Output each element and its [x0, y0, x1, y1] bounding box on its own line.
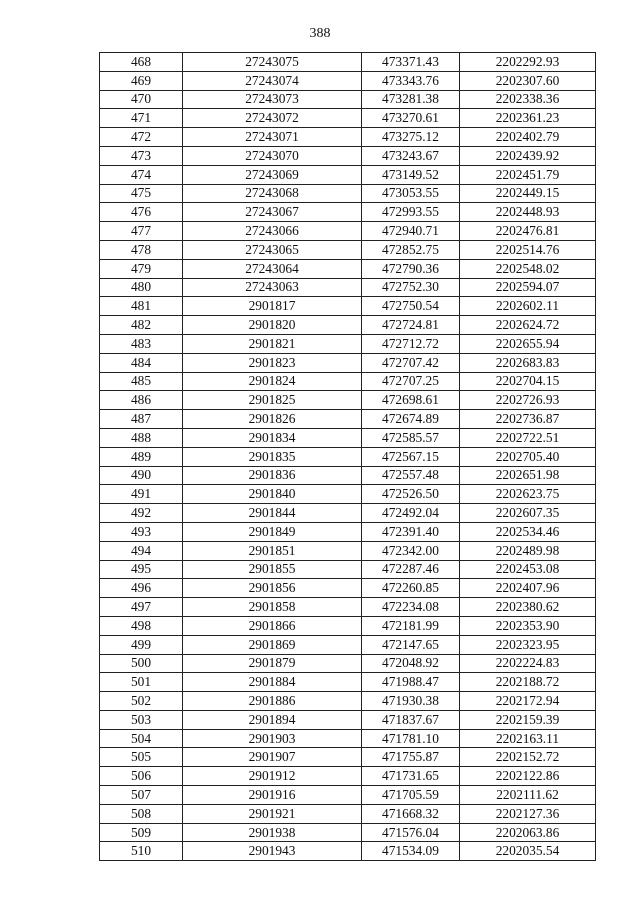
row-index-cell: 471 — [100, 109, 183, 128]
table-row — [100, 842, 596, 861]
point-id-cell: 2901823 — [183, 353, 362, 372]
y-coordinate-cell: 2202623.75 — [460, 485, 596, 504]
row-index-cell: 481 — [100, 297, 183, 316]
table-row — [100, 579, 596, 598]
row-index-cell: 490 — [100, 466, 183, 485]
point-id-cell: 2901886 — [183, 692, 362, 711]
x-coordinate-cell: 471781.10 — [362, 729, 460, 748]
x-coordinate-cell: 471731.65 — [362, 767, 460, 786]
point-id-cell: 27243074 — [183, 71, 362, 90]
table-row — [100, 466, 596, 485]
y-coordinate-cell: 2202607.35 — [460, 504, 596, 523]
coordinates-table — [99, 52, 596, 861]
point-id-cell: 2901820 — [183, 316, 362, 335]
y-coordinate-cell: 2202602.11 — [460, 297, 596, 316]
point-id-cell: 27243068 — [183, 184, 362, 203]
y-coordinate-cell: 2202453.08 — [460, 560, 596, 579]
y-coordinate-cell: 2202439.92 — [460, 146, 596, 165]
x-coordinate-cell: 472234.08 — [362, 598, 460, 617]
row-index-cell: 504 — [100, 729, 183, 748]
row-index-cell: 508 — [100, 804, 183, 823]
row-index-cell: 487 — [100, 410, 183, 429]
x-coordinate-cell: 472147.65 — [362, 635, 460, 654]
table-row — [100, 616, 596, 635]
row-index-cell: 469 — [100, 71, 183, 90]
x-coordinate-cell: 472048.92 — [362, 654, 460, 673]
point-id-cell: 2901840 — [183, 485, 362, 504]
point-id-cell: 2901849 — [183, 522, 362, 541]
row-index-cell: 499 — [100, 635, 183, 654]
table-row — [100, 53, 596, 72]
table-row — [100, 560, 596, 579]
row-index-cell: 470 — [100, 90, 183, 109]
table-row — [100, 804, 596, 823]
x-coordinate-cell: 473281.38 — [362, 90, 460, 109]
table-row — [100, 240, 596, 259]
y-coordinate-cell: 2202035.54 — [460, 842, 596, 861]
point-id-cell: 27243072 — [183, 109, 362, 128]
y-coordinate-cell: 2202534.46 — [460, 522, 596, 541]
table-row — [100, 710, 596, 729]
y-coordinate-cell: 2202111.62 — [460, 786, 596, 805]
x-coordinate-cell: 473371.43 — [362, 53, 460, 72]
point-id-cell: 27243070 — [183, 146, 362, 165]
point-id-cell: 27243063 — [183, 278, 362, 297]
x-coordinate-cell: 472526.50 — [362, 485, 460, 504]
y-coordinate-cell: 2202651.98 — [460, 466, 596, 485]
point-id-cell: 27243069 — [183, 165, 362, 184]
x-coordinate-cell: 471668.32 — [362, 804, 460, 823]
point-id-cell: 2901903 — [183, 729, 362, 748]
table-row — [100, 90, 596, 109]
point-id-cell: 2901834 — [183, 428, 362, 447]
table-body — [100, 53, 596, 861]
row-index-cell: 485 — [100, 372, 183, 391]
x-coordinate-cell: 472342.00 — [362, 541, 460, 560]
row-index-cell: 488 — [100, 428, 183, 447]
table-row — [100, 278, 596, 297]
x-coordinate-cell: 472287.46 — [362, 560, 460, 579]
x-coordinate-cell: 471755.87 — [362, 748, 460, 767]
y-coordinate-cell: 2202407.96 — [460, 579, 596, 598]
x-coordinate-cell: 472492.04 — [362, 504, 460, 523]
row-index-cell: 502 — [100, 692, 183, 711]
x-coordinate-cell: 471988.47 — [362, 673, 460, 692]
row-index-cell: 468 — [100, 53, 183, 72]
x-coordinate-cell: 472585.57 — [362, 428, 460, 447]
y-coordinate-cell: 2202127.36 — [460, 804, 596, 823]
point-id-cell: 2901943 — [183, 842, 362, 861]
table-row — [100, 353, 596, 372]
row-index-cell: 491 — [100, 485, 183, 504]
x-coordinate-cell: 472852.75 — [362, 240, 460, 259]
x-coordinate-cell: 472260.85 — [362, 579, 460, 598]
point-id-cell: 27243065 — [183, 240, 362, 259]
y-coordinate-cell: 2202172.94 — [460, 692, 596, 711]
table-row — [100, 541, 596, 560]
x-coordinate-cell: 472707.25 — [362, 372, 460, 391]
row-index-cell: 480 — [100, 278, 183, 297]
row-index-cell: 493 — [100, 522, 183, 541]
row-index-cell: 474 — [100, 165, 183, 184]
table-row — [100, 767, 596, 786]
point-id-cell: 2901912 — [183, 767, 362, 786]
table-row — [100, 109, 596, 128]
x-coordinate-cell: 472724.81 — [362, 316, 460, 335]
y-coordinate-cell: 2202655.94 — [460, 334, 596, 353]
x-coordinate-cell: 473243.67 — [362, 146, 460, 165]
y-coordinate-cell: 2202163.11 — [460, 729, 596, 748]
y-coordinate-cell: 2202449.15 — [460, 184, 596, 203]
y-coordinate-cell: 2202307.60 — [460, 71, 596, 90]
x-coordinate-cell: 473343.76 — [362, 71, 460, 90]
point-id-cell: 2901855 — [183, 560, 362, 579]
row-index-cell: 483 — [100, 334, 183, 353]
x-coordinate-cell: 471576.04 — [362, 823, 460, 842]
row-index-cell: 507 — [100, 786, 183, 805]
table-row — [100, 485, 596, 504]
table-row — [100, 71, 596, 90]
x-coordinate-cell: 472790.36 — [362, 259, 460, 278]
table-row — [100, 372, 596, 391]
table-row — [100, 522, 596, 541]
x-coordinate-cell: 472698.61 — [362, 391, 460, 410]
y-coordinate-cell: 2202683.83 — [460, 353, 596, 372]
x-coordinate-cell: 472752.30 — [362, 278, 460, 297]
row-index-cell: 503 — [100, 710, 183, 729]
y-coordinate-cell: 2202705.40 — [460, 447, 596, 466]
table-row — [100, 203, 596, 222]
y-coordinate-cell: 2202152.72 — [460, 748, 596, 767]
x-coordinate-cell: 472707.42 — [362, 353, 460, 372]
row-index-cell: 506 — [100, 767, 183, 786]
table-row — [100, 334, 596, 353]
y-coordinate-cell: 2202188.72 — [460, 673, 596, 692]
point-id-cell: 2901825 — [183, 391, 362, 410]
y-coordinate-cell: 2202548.02 — [460, 259, 596, 278]
x-coordinate-cell: 472712.72 — [362, 334, 460, 353]
page-number: 388 — [309, 26, 331, 41]
table-row — [100, 654, 596, 673]
row-index-cell: 494 — [100, 541, 183, 560]
y-coordinate-cell: 2202361.23 — [460, 109, 596, 128]
x-coordinate-cell: 471930.38 — [362, 692, 460, 711]
point-id-cell: 2901921 — [183, 804, 362, 823]
row-index-cell: 501 — [100, 673, 183, 692]
x-coordinate-cell: 472391.40 — [362, 522, 460, 541]
x-coordinate-cell: 472567.15 — [362, 447, 460, 466]
row-index-cell: 476 — [100, 203, 183, 222]
x-coordinate-cell: 473053.55 — [362, 184, 460, 203]
y-coordinate-cell: 2202722.51 — [460, 428, 596, 447]
y-coordinate-cell: 2202063.86 — [460, 823, 596, 842]
table-row — [100, 428, 596, 447]
y-coordinate-cell: 2202726.93 — [460, 391, 596, 410]
row-index-cell: 492 — [100, 504, 183, 523]
row-index-cell: 484 — [100, 353, 183, 372]
x-coordinate-cell: 472750.54 — [362, 297, 460, 316]
y-coordinate-cell: 2202292.93 — [460, 53, 596, 72]
x-coordinate-cell: 472940.71 — [362, 222, 460, 241]
y-coordinate-cell: 2202624.72 — [460, 316, 596, 335]
y-coordinate-cell: 2202338.36 — [460, 90, 596, 109]
point-id-cell: 2901824 — [183, 372, 362, 391]
point-id-cell: 2901879 — [183, 654, 362, 673]
x-coordinate-cell: 472181.99 — [362, 616, 460, 635]
y-coordinate-cell: 2202736.87 — [460, 410, 596, 429]
table-row — [100, 748, 596, 767]
point-id-cell: 27243075 — [183, 53, 362, 72]
y-coordinate-cell: 2202476.81 — [460, 222, 596, 241]
table-row — [100, 316, 596, 335]
y-coordinate-cell: 2202402.79 — [460, 128, 596, 147]
table-row — [100, 184, 596, 203]
table-row — [100, 635, 596, 654]
point-id-cell: 2901851 — [183, 541, 362, 560]
row-index-cell: 496 — [100, 579, 183, 598]
point-id-cell: 2901894 — [183, 710, 362, 729]
point-id-cell: 2901856 — [183, 579, 362, 598]
row-index-cell: 482 — [100, 316, 183, 335]
x-coordinate-cell: 472557.48 — [362, 466, 460, 485]
table-row — [100, 598, 596, 617]
table-row — [100, 297, 596, 316]
y-coordinate-cell: 2202448.93 — [460, 203, 596, 222]
point-id-cell: 27243073 — [183, 90, 362, 109]
point-id-cell: 2901817 — [183, 297, 362, 316]
y-coordinate-cell: 2202594.07 — [460, 278, 596, 297]
row-index-cell: 505 — [100, 748, 183, 767]
point-id-cell: 27243064 — [183, 259, 362, 278]
y-coordinate-cell: 2202353.90 — [460, 616, 596, 635]
point-id-cell: 2901884 — [183, 673, 362, 692]
point-id-cell: 2901858 — [183, 598, 362, 617]
point-id-cell: 27243066 — [183, 222, 362, 241]
point-id-cell: 2901938 — [183, 823, 362, 842]
x-coordinate-cell: 472674.89 — [362, 410, 460, 429]
row-index-cell: 477 — [100, 222, 183, 241]
table-row — [100, 391, 596, 410]
table-row — [100, 222, 596, 241]
y-coordinate-cell: 2202224.83 — [460, 654, 596, 673]
point-id-cell: 27243067 — [183, 203, 362, 222]
point-id-cell: 2901869 — [183, 635, 362, 654]
y-coordinate-cell: 2202704.15 — [460, 372, 596, 391]
table-row — [100, 165, 596, 184]
table-row — [100, 128, 596, 147]
table-row — [100, 673, 596, 692]
row-index-cell: 497 — [100, 598, 183, 617]
row-index-cell: 472 — [100, 128, 183, 147]
x-coordinate-cell: 471534.09 — [362, 842, 460, 861]
row-index-cell: 486 — [100, 391, 183, 410]
y-coordinate-cell: 2202489.98 — [460, 541, 596, 560]
row-index-cell: 489 — [100, 447, 183, 466]
table-row — [100, 692, 596, 711]
y-coordinate-cell: 2202323.95 — [460, 635, 596, 654]
point-id-cell: 2901866 — [183, 616, 362, 635]
row-index-cell: 478 — [100, 240, 183, 259]
y-coordinate-cell: 2202514.76 — [460, 240, 596, 259]
row-index-cell: 509 — [100, 823, 183, 842]
row-index-cell: 479 — [100, 259, 183, 278]
point-id-cell: 2901844 — [183, 504, 362, 523]
point-id-cell: 2901826 — [183, 410, 362, 429]
y-coordinate-cell: 2202451.79 — [460, 165, 596, 184]
x-coordinate-cell: 472993.55 — [362, 203, 460, 222]
x-coordinate-cell: 473149.52 — [362, 165, 460, 184]
point-id-cell: 2901821 — [183, 334, 362, 353]
row-index-cell: 495 — [100, 560, 183, 579]
row-index-cell: 475 — [100, 184, 183, 203]
point-id-cell: 2901907 — [183, 748, 362, 767]
point-id-cell: 27243071 — [183, 128, 362, 147]
y-coordinate-cell: 2202380.62 — [460, 598, 596, 617]
row-index-cell: 510 — [100, 842, 183, 861]
table-row — [100, 823, 596, 842]
table-row — [100, 447, 596, 466]
table-row — [100, 259, 596, 278]
point-id-cell: 2901835 — [183, 447, 362, 466]
point-id-cell: 2901836 — [183, 466, 362, 485]
x-coordinate-cell: 471837.67 — [362, 710, 460, 729]
table-row — [100, 146, 596, 165]
table-row — [100, 729, 596, 748]
row-index-cell: 498 — [100, 616, 183, 635]
table-row — [100, 410, 596, 429]
y-coordinate-cell: 2202122.86 — [460, 767, 596, 786]
x-coordinate-cell: 473275.12 — [362, 128, 460, 147]
row-index-cell: 500 — [100, 654, 183, 673]
table-row — [100, 786, 596, 805]
table-row — [100, 504, 596, 523]
point-id-cell: 2901916 — [183, 786, 362, 805]
x-coordinate-cell: 471705.59 — [362, 786, 460, 805]
x-coordinate-cell: 473270.61 — [362, 109, 460, 128]
y-coordinate-cell: 2202159.39 — [460, 710, 596, 729]
row-index-cell: 473 — [100, 146, 183, 165]
